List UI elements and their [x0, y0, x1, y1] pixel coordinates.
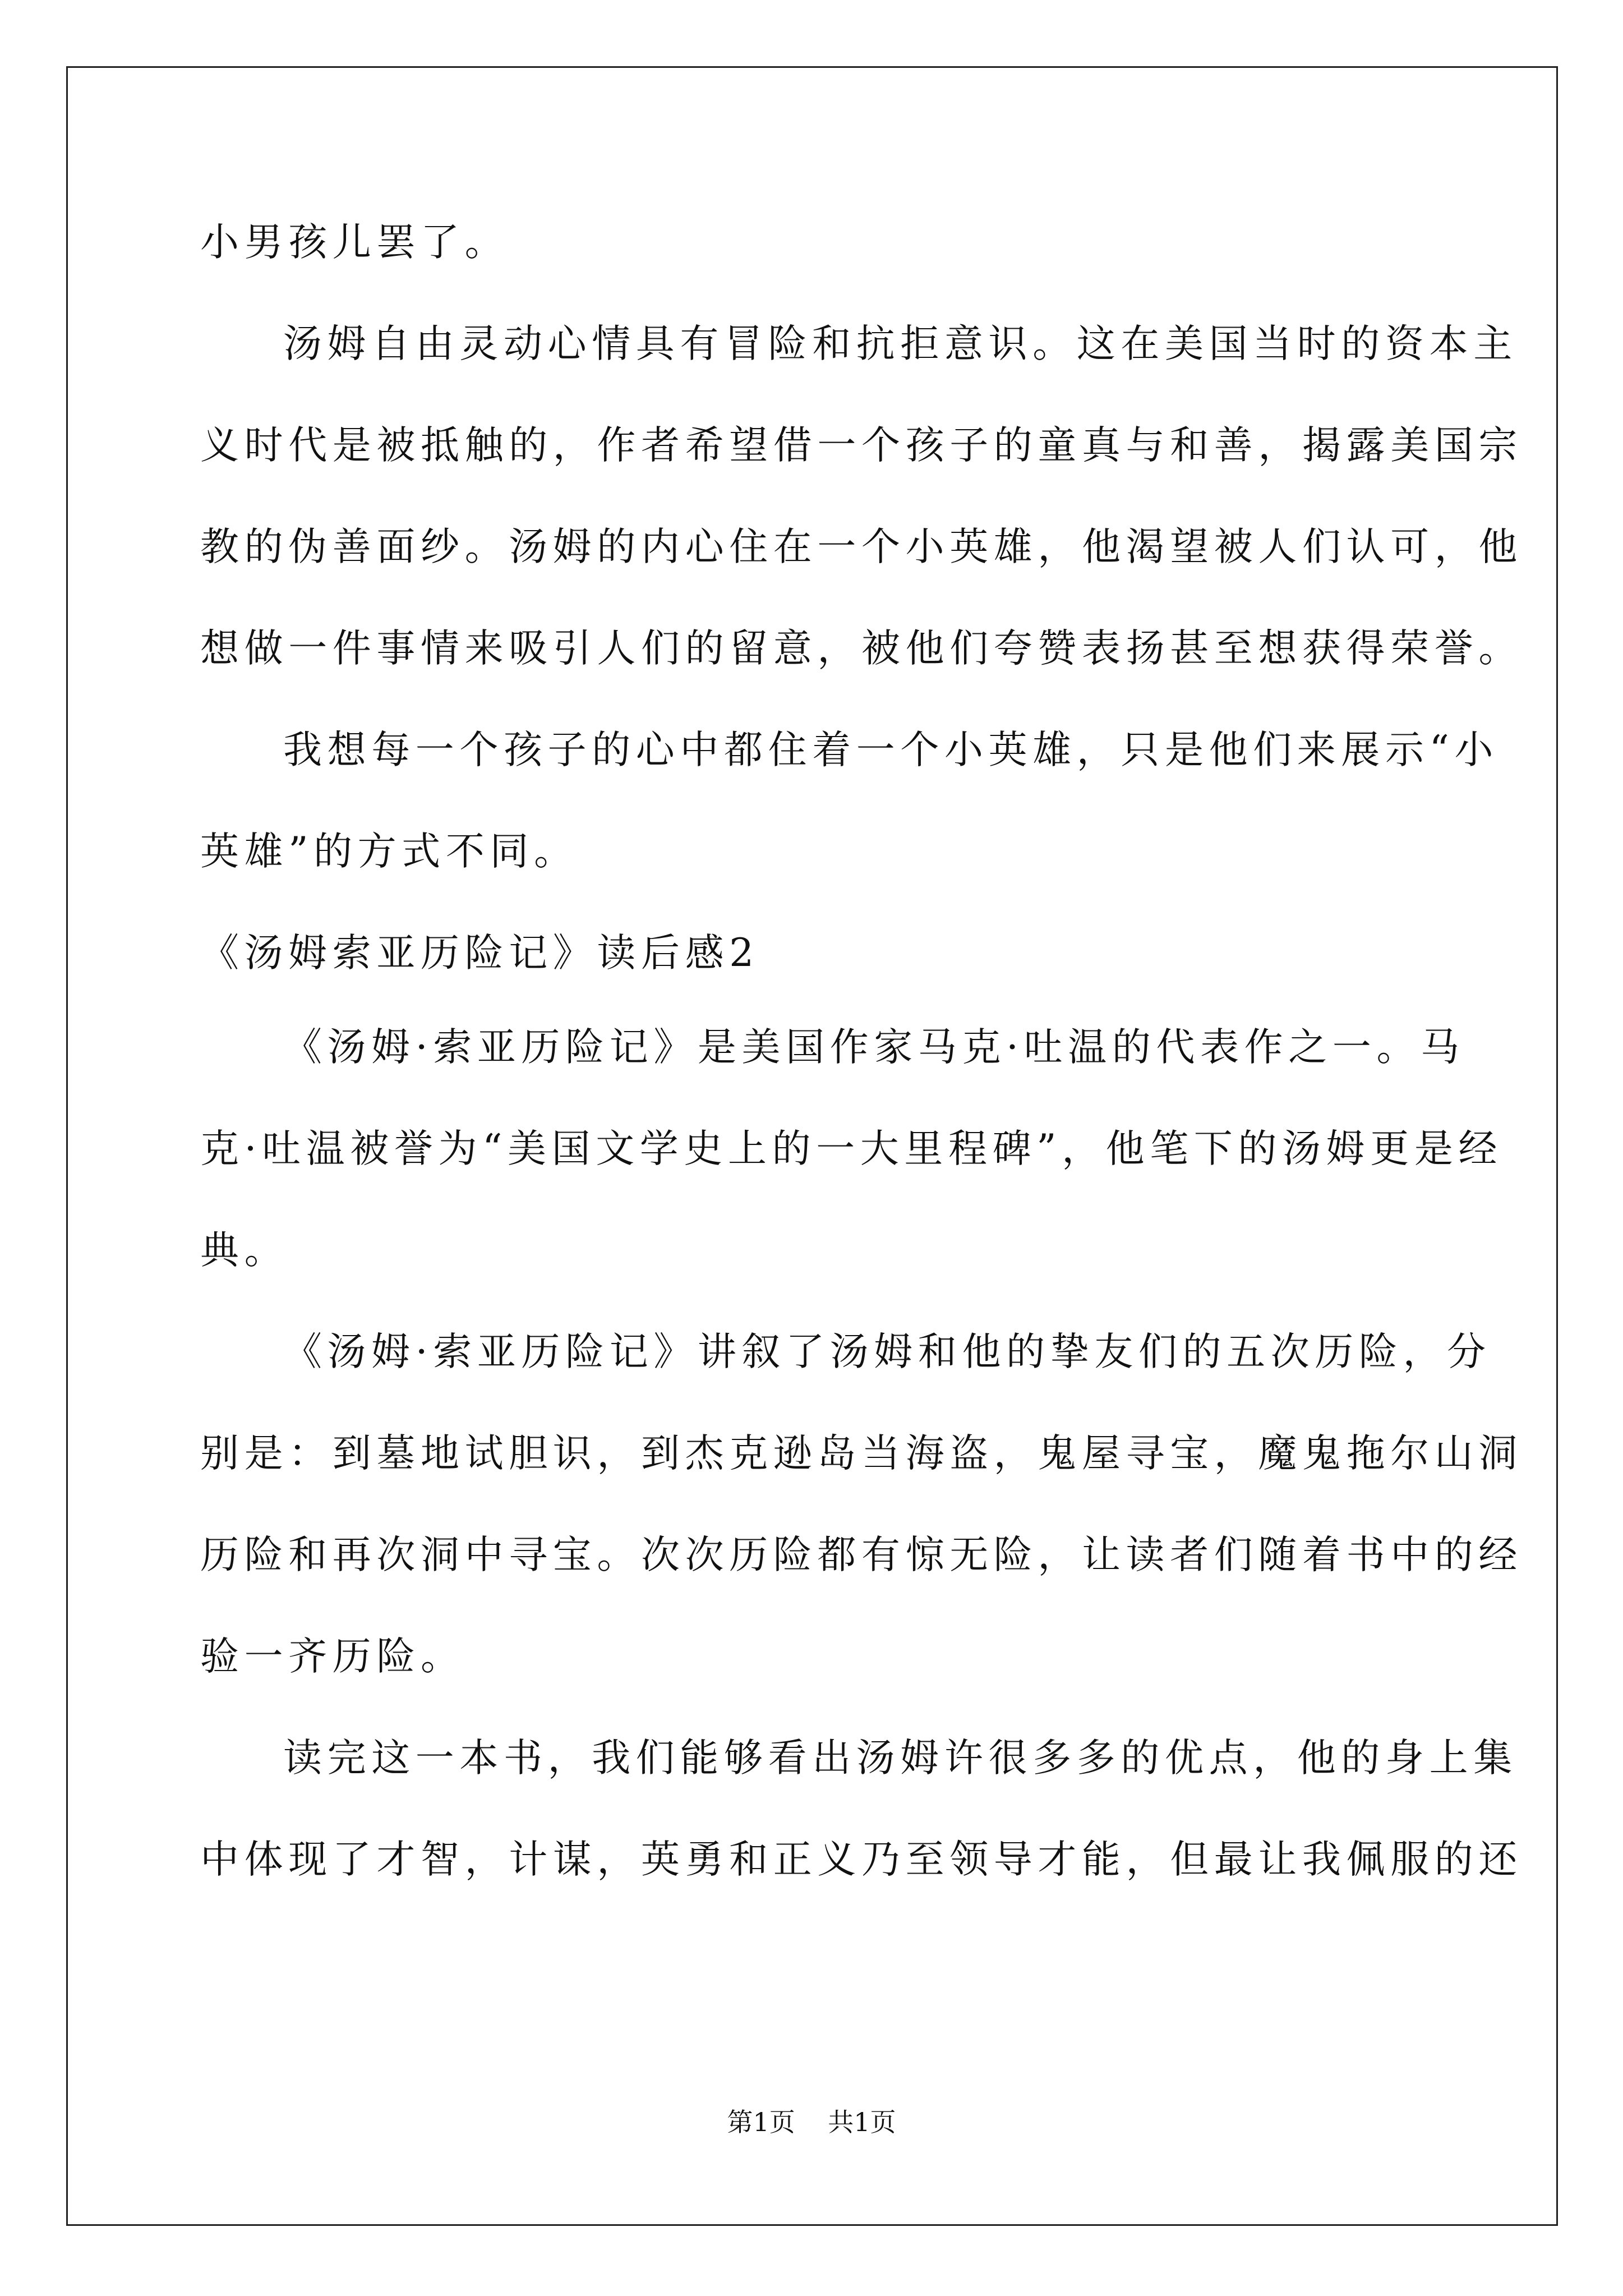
- page-number-footer: 第1页 共1页: [727, 2107, 896, 2137]
- paragraph-start-line: 汤姆自由灵动心情具有冒险和抗拒意识。这在美国当时的资本主: [283, 321, 1518, 366]
- text-line: 历险和再次洞中寻宝。次次历险都有惊无险，让读者们随着书中的经: [200, 1533, 1523, 1577]
- text-line: 义时代是被抵触的，作者希望借一个孩子的童真与和善，揭露美国宗: [200, 423, 1523, 468]
- paragraph-start-line: 《汤姆·索亚历险记》讲叙了汤姆和他的挚友们的五次历险，分: [283, 1329, 1491, 1374]
- text-line: 中体现了才智，计谋，英勇和正义乃至领导才能，但最让我佩服的还: [200, 1837, 1523, 1882]
- paragraph-start-line: 我想每一个孩子的心中都住着一个小英雄，只是他们来展示“小: [283, 728, 1499, 772]
- paragraph-start-line: 《汤姆·索亚历险记》是美国作家马克·吐温的代表作之一。马: [283, 1025, 1465, 1070]
- document-body: [200, 214, 1523, 1933]
- text-line: 典。: [200, 1228, 289, 1273]
- text-line: 别是：到墓地试胆识，到杰克逊岛当海盗，鬼屋寻宝，魔鬼拖尔山洞: [200, 1431, 1523, 1476]
- text-line: 教的伪善面纱。汤姆的内心住在一个小英雄，他渴望被人们认可，他: [200, 524, 1523, 569]
- section-heading: 《汤姆索亚历险记》读后感2: [200, 931, 759, 976]
- paragraph-start-line: 读完这一本书，我们能够看出汤姆许很多多的优点，他的身上集: [283, 1736, 1518, 1780]
- text-line: 英雄”的方式不同。: [200, 829, 578, 874]
- text-line: 验一齐历险。: [200, 1634, 465, 1679]
- text-line: 想做一件事情来吸引人们的留意，被他们夸赞表扬甚至想获得荣誉。: [200, 626, 1523, 671]
- text-line: 小男孩儿罢了。: [200, 220, 509, 265]
- text-line: 克·吐温被誉为“美国文学史上的一大里程碑”，他笔下的汤姆更是经: [200, 1126, 1503, 1171]
